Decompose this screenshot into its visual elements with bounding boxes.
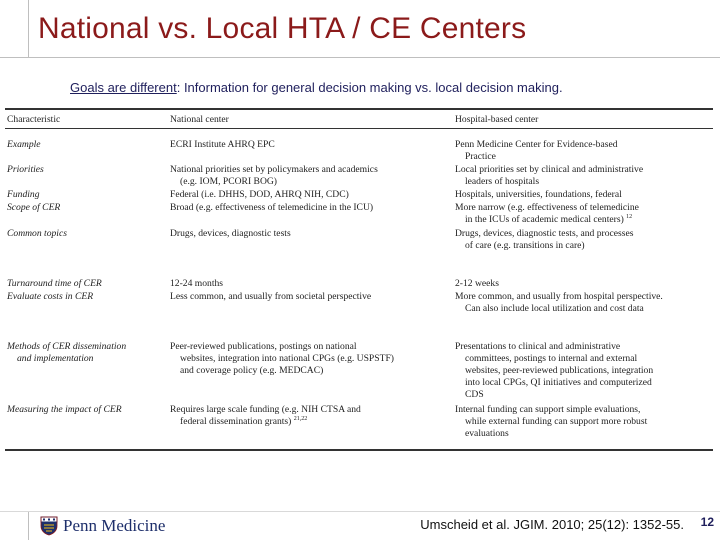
penn-medicine-logo — [40, 515, 165, 537]
hospital-cell-cont: committees, postings to internal and external — [465, 353, 638, 364]
row-label: Measuring the impact of CER — [7, 404, 122, 415]
reference-superscript: 21,22 — [293, 415, 308, 422]
hospital-cell: Internal funding can support simple evaluations, — [455, 404, 641, 415]
row-label: Methods of CER dissemination — [7, 341, 127, 352]
national-cell: 12-24 months — [170, 278, 224, 289]
national-cell: Drugs, devices, diagnostic tests — [170, 228, 291, 239]
title-divider-vertical — [28, 0, 29, 58]
footer-divider — [0, 511, 720, 512]
slide-title: National vs. Local HTA / CE Centers — [38, 12, 527, 45]
table-header-rule — [5, 128, 713, 129]
slide-subtitle — [70, 80, 690, 95]
header-national-center: National center — [170, 114, 229, 125]
subtitle-emphasis: Goals are different — [70, 80, 177, 95]
header-characteristic: Characteristic — [7, 114, 61, 125]
hospital-cell: More common, and usually from hospital perspective. — [455, 291, 663, 302]
table-bottom-rule — [5, 449, 713, 451]
row-label: Priorities — [7, 164, 44, 175]
hospital-cell: Drugs, devices, diagnostic tests, and processes — [455, 228, 634, 239]
row-label: Evaluate costs in CER — [7, 291, 94, 302]
national-cell-cont: websites, integration into national CPGs (e.g. USPSTF) — [180, 353, 394, 364]
national-cell-text: federal dissemination grants) — [180, 416, 292, 427]
hospital-cell: Presentations to clinical and administrative — [455, 341, 621, 352]
hospital-cell-text: in the ICUs of academic medical centers) — [465, 214, 624, 225]
hospital-cell: Local priorities set by clinical and administrative — [455, 164, 644, 175]
hospital-cell-cont: Can also include local utilization and cost data — [465, 303, 644, 314]
header-hospital-center: Hospital-based center — [455, 114, 539, 125]
hospital-cell-cont: while external funding can support more robust — [465, 416, 648, 427]
comparison-table — [5, 108, 713, 453]
hospital-cell-cont: leaders of hospitals — [465, 176, 540, 187]
hospital-cell: More narrow (e.g. effectiveness of telemedicine — [455, 202, 639, 213]
logo-text: Penn Medicine — [63, 516, 166, 535]
national-cell: Requires large scale funding (e.g. NIH CTSA and — [170, 404, 361, 415]
hospital-cell-cont: websites, peer-reviewed publications, integration — [465, 365, 654, 376]
hospital-cell-cont: Practice — [465, 151, 496, 162]
page-number: 12 — [700, 515, 714, 529]
hospital-cell-cont: evaluations — [465, 428, 509, 439]
national-cell-cont — [170, 416, 307, 428]
national-cell: Federal (i.e. DHHS, DOD, AHRQ NIH, CDC) — [170, 189, 349, 200]
hospital-cell: Hospitals, universities, foundations, federal — [455, 189, 622, 200]
hospital-cell-cont: CDS — [465, 389, 484, 400]
national-cell-cont: (e.g. IOM, PCORI BOG) — [180, 176, 278, 187]
footer-divider-vertical — [28, 512, 29, 540]
hospital-cell: 2-12 weeks — [455, 278, 499, 289]
penn-shield-icon — [40, 516, 58, 536]
subtitle-rest: : Information for general decision making vs. local decision making. — [176, 80, 563, 95]
hospital-cell: Penn Medicine Center for Evidence-based — [455, 139, 618, 150]
citation: Umscheid et al. JGIM. 2010; 25(12): 1352-55. — [420, 517, 684, 532]
row-label: Example — [7, 139, 41, 150]
hospital-cell-cont — [455, 214, 632, 226]
national-cell: Less common, and usually from societal perspective — [170, 291, 372, 302]
national-cell: ECRI Institute AHRQ EPC — [170, 139, 275, 150]
row-label: Funding — [7, 189, 40, 200]
row-label: Scope of CER — [7, 202, 61, 213]
national-cell: Peer-reviewed publications, postings on national — [170, 341, 357, 352]
row-label: Turnaround time of CER — [7, 278, 102, 289]
national-cell: National priorities set by policymakers and academics — [170, 164, 378, 175]
hospital-cell-cont: of care (e.g. transitions in care) — [465, 240, 585, 251]
table-top-rule — [5, 108, 713, 110]
title-divider-horizontal — [0, 57, 720, 58]
national-cell: Broad (e.g. effectiveness of telemedicine in the ICU) — [170, 202, 374, 213]
reference-superscript: 12 — [626, 213, 633, 220]
row-label: Common topics — [7, 228, 67, 239]
national-cell-cont: and coverage policy (e.g. MEDCAC) — [180, 365, 324, 376]
row-label-cont: and implementation — [17, 353, 94, 364]
hospital-cell-cont: into local CPGs, QI initiatives and computerized — [465, 377, 652, 388]
